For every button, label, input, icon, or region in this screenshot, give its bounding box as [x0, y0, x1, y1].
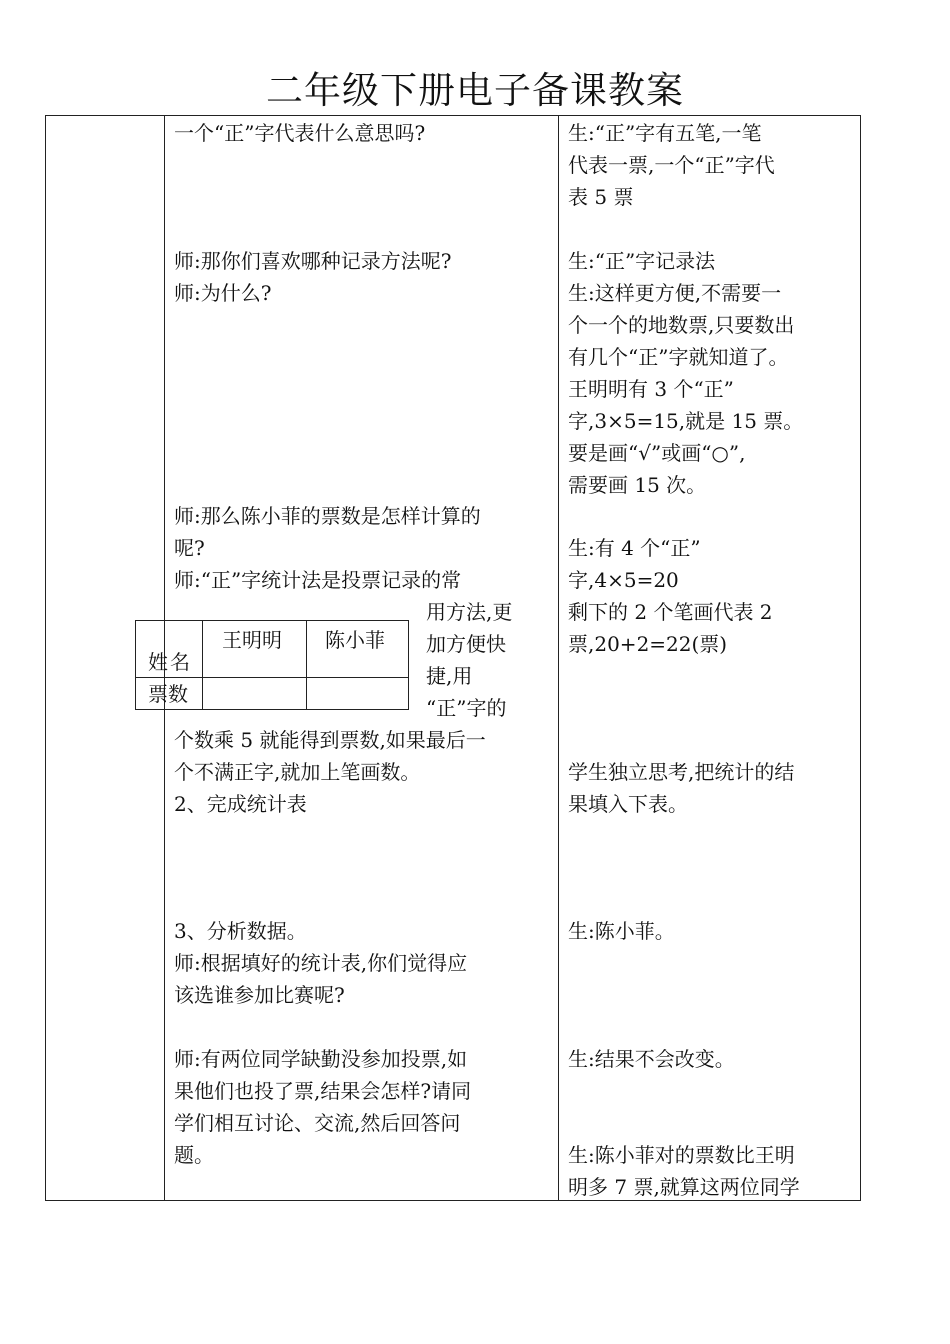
student-line: 表 5 票	[568, 185, 634, 209]
teacher-line: 师:根据填好的统计表,你们觉得应	[174, 951, 468, 975]
student-line: 需要画 15 次。	[568, 473, 707, 497]
teacher-line: 用方法,更	[426, 600, 513, 624]
teacher-line: “正”字的	[426, 696, 507, 720]
student-line: 字,3×5=15,就是 15 票。	[568, 409, 804, 433]
table-right-border	[860, 115, 861, 1201]
teacher-line: 3、分析数据。	[174, 919, 307, 943]
student-line: 个一个的地数票,只要数出	[568, 313, 795, 337]
teacher-line: 加方便快	[426, 632, 506, 656]
student-line: 明多 7 票,就算这两位同学	[568, 1175, 800, 1199]
teacher-line: 师:有两位同学缺勤没参加投票,如	[174, 1047, 468, 1071]
student-line: 生:有 4 个“正”	[568, 536, 701, 560]
teacher-line: 学们相互讨论、交流,然后回答问	[174, 1111, 461, 1135]
student-line: 生:陈小菲对的票数比王明	[568, 1143, 795, 1167]
teacher-line: 师:为什么?	[174, 281, 272, 305]
tally-row-label: 票数	[148, 682, 188, 706]
student-line: 字,4×5=20	[568, 568, 679, 592]
teacher-line: 果他们也投了票,结果会怎样?请同	[174, 1079, 472, 1103]
page-title: 二年级下册电子备课教案	[266, 69, 684, 112]
student-line: 有几个“正”字就知道了。	[568, 345, 789, 369]
student-line: 代表一票,一个“正”字代	[568, 153, 775, 177]
table-left-border	[45, 115, 46, 1201]
student-line: 生:这样更方便,不需要一	[568, 281, 782, 305]
teacher-line: 2、完成统计表	[174, 792, 307, 816]
student-line: 果填入下表。	[568, 792, 688, 816]
tally-top-border	[135, 620, 409, 621]
student-line: 票,20+2=22(票)	[568, 632, 728, 656]
tally-left-border	[135, 620, 136, 710]
teacher-line: 个数乘 5 就能得到票数,如果最后一	[174, 728, 486, 752]
tally-divider-2	[306, 620, 307, 710]
teacher-line: 个不满正字,就加上笔画数。	[174, 760, 421, 784]
teacher-line: 一个“正”字代表什么意思吗?	[174, 121, 426, 145]
student-line: 生:“正”字记录法	[568, 249, 716, 273]
tally-header-chenxiaofei: 陈小菲	[325, 628, 385, 652]
table-top-border	[45, 115, 861, 116]
teacher-line: 该选谁参加比赛呢?	[174, 983, 345, 1007]
teacher-line: 师:那么陈小菲的票数是怎样计算的	[174, 504, 481, 528]
student-line: 剩下的 2 个笔画代表 2	[568, 600, 773, 624]
teacher-line: 呢?	[174, 536, 205, 560]
teacher-line: 师:那你们喜欢哪种记录方法呢?	[174, 249, 452, 273]
student-line: 生:结果不会改变。	[568, 1047, 735, 1071]
tally-bottom-border	[135, 709, 409, 710]
teacher-line: 题。	[174, 1143, 214, 1167]
table-divider-2	[558, 115, 559, 1201]
tally-right-border	[408, 620, 409, 710]
tally-header-wangmingming: 王明明	[222, 628, 282, 652]
student-line: 要是画“√”或画“○”,	[568, 441, 746, 465]
tally-corner-top-label: 名	[170, 650, 190, 674]
student-line: 王明明有 3 个“正”	[568, 377, 734, 401]
student-line: 生:陈小菲。	[568, 919, 675, 943]
teacher-line: 捷,用	[426, 664, 473, 688]
teacher-line: 师:“正”字统计法是投票记录的常	[174, 568, 462, 592]
student-line: 学生独立思考,把统计的结	[568, 760, 795, 784]
tally-corner-bottom-label: 姓	[148, 650, 168, 674]
student-line: 生:“正”字有五笔,一笔	[568, 121, 762, 145]
tally-divider-1	[202, 620, 203, 710]
tally-middle-border	[135, 677, 409, 678]
